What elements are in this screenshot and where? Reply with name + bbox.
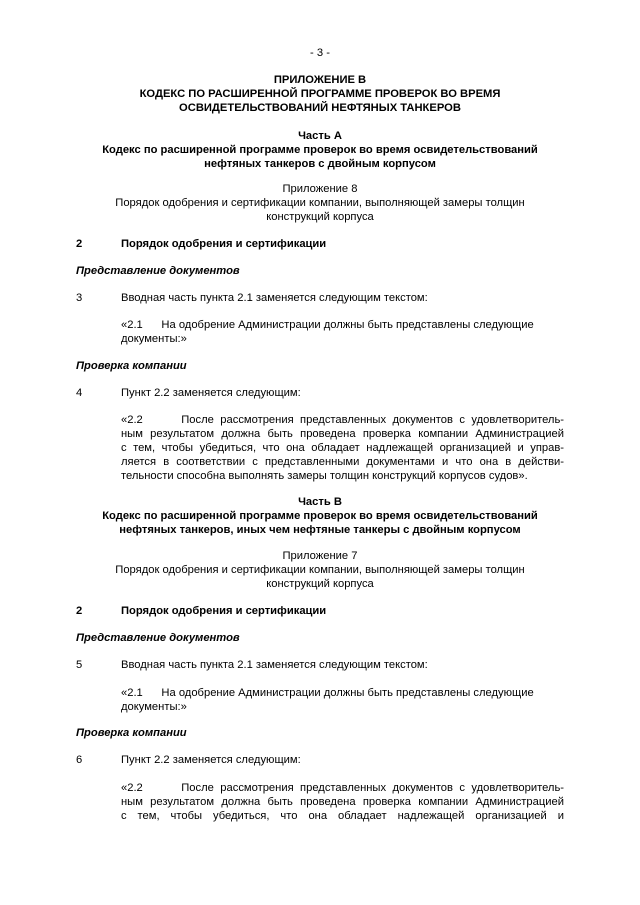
- item-text-5: Вводная часть пункта 2.1 заменяется следующим текстом:: [121, 659, 428, 671]
- quote-line: с тем, чтобы убедиться, что она обладает надлежащей организацией и управ-: [121, 442, 564, 454]
- item-number-6: 6: [76, 754, 83, 766]
- quote-line: ным результатом должна быть проведена проверка компании Администрацией: [121, 796, 564, 808]
- part-b-section-number: 2: [76, 605, 83, 617]
- part-b-annex-label: Приложение 7: [282, 550, 358, 562]
- quote-line: «2.1 На одобрение Администрации должны быть представлены следующие: [121, 319, 534, 331]
- part-a-heading-company: Проверка компании: [76, 360, 187, 372]
- item-4-quote: [121, 413, 564, 483]
- appendix-title: ПРИЛОЖЕНИЕ В: [273, 74, 367, 86]
- item-number-5: 5: [76, 659, 83, 671]
- part-a-heading-documents: Представление документов: [76, 265, 240, 277]
- part-b-subtitle-line1: Кодекс по расширенной программе проверок во время освидетельствований: [102, 510, 538, 522]
- item-text-4: Пункт 2.2 заменяется следующим:: [121, 387, 301, 399]
- part-a-heading: Часть А: [298, 130, 342, 142]
- item-text-3: Вводная часть пункта 2.1 заменяется следующим текстом:: [121, 292, 428, 304]
- part-a-section-title: Порядок одобрения и сертификации: [121, 238, 327, 250]
- part-a-subtitle-line1: Кодекс по расширенной программе проверок во время освидетельствований: [102, 144, 538, 156]
- quote-line: ным результатом должна быть проведена проверка компании Администрацией: [121, 428, 564, 440]
- part-b-heading-documents: Представление документов: [76, 632, 240, 644]
- part-a-annex-line1: Порядок одобрения и сертификации компании, выполняющей замеры толщин: [115, 197, 525, 209]
- item-number-3: 3: [76, 292, 83, 304]
- item-5-quote: [121, 686, 564, 714]
- part-a-annex-label: Приложение 8: [282, 183, 358, 195]
- quote-line: тельности способна выполнять замеры толщин конструкций корпусов судов».: [121, 470, 528, 482]
- part-b-section-title: Порядок одобрения и сертификации: [121, 605, 327, 617]
- quote-line: «2.1 На одобрение Администрации должны быть представлены следующие: [121, 687, 534, 699]
- part-a-section-number: 2: [76, 238, 83, 250]
- item-number-4: 4: [76, 387, 83, 399]
- part-a-annex-line2: конструкций корпуса: [266, 211, 374, 223]
- part-a-subtitle-line2: нефтяных танкеров с двойным корпусом: [204, 158, 436, 170]
- code-title-line1: КОДЕКС ПО РАСШИРЕННОЙ ПРОГРАММЕ ПРОВЕРОК ВО ВРЕМЯ: [139, 88, 501, 100]
- quote-line: документы:»: [121, 333, 187, 345]
- page-number: - 3 -: [310, 47, 330, 59]
- item-3-quote: [121, 318, 564, 346]
- part-b-heading-company: Проверка компании: [76, 727, 187, 739]
- quote-line: «2.2 После рассмотрения представленных документов с удовлетворитель-: [121, 782, 564, 794]
- quote-line: «2.2 После рассмотрения представленных документов с удовлетворитель-: [121, 414, 564, 426]
- item-text-6: Пункт 2.2 заменяется следующим:: [121, 754, 301, 766]
- item-6-quote: [121, 781, 564, 823]
- quote-line: ляется в соответствии с представленными документами и что она в действи-: [121, 456, 564, 468]
- part-b-annex-line2: конструкций корпуса: [266, 578, 374, 590]
- quote-line: документы:»: [121, 701, 187, 713]
- quote-line: с тем, чтобы убедиться, что она обладает надлежащей организацией и: [121, 810, 564, 822]
- part-b-annex-line1: Порядок одобрения и сертификации компании, выполняющей замеры толщин: [115, 564, 525, 576]
- code-title-line2: ОСВИДЕТЕЛЬСТВОВАНИЙ НЕФТЯНЫХ ТАНКЕРОВ: [179, 102, 461, 114]
- part-b-subtitle-line2: нефтяных танкеров, иных чем нефтяные танкеры с двойным корпусом: [119, 524, 521, 536]
- part-b-heading: Часть В: [298, 496, 342, 508]
